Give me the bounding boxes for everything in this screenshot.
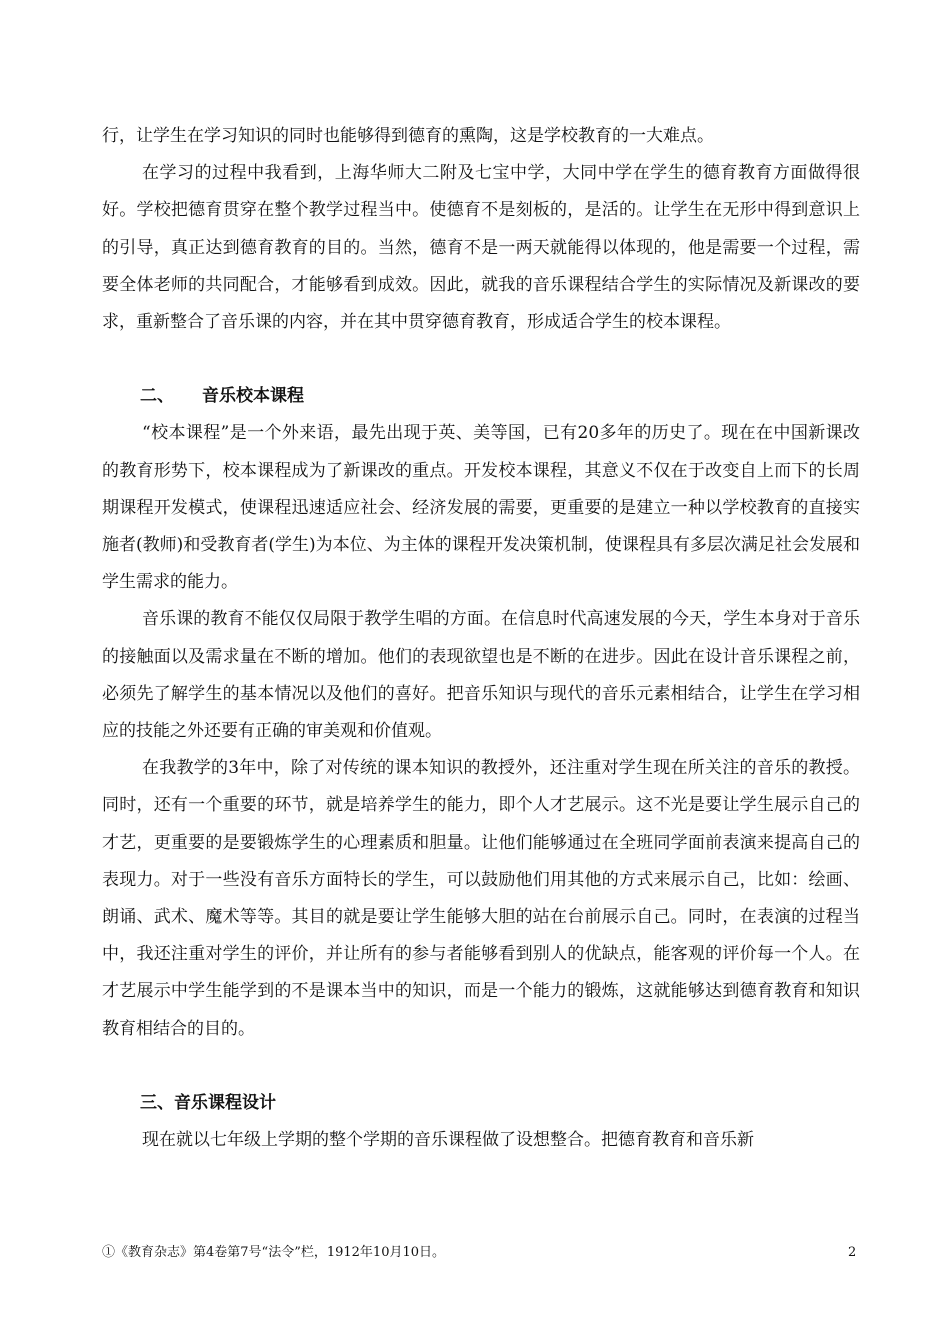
paragraph-moral-education: 在学习的过程中我看到，上海华师大二附及七宝中学，大同中学在学生的德育教育方面做得很好。学校把德育贯穿在整个教学过程当中。使德育不是刻板的，是活的。让学生在无形中得到意识上的引导，真正达到德育教育的目的。当然，德育不是一两天就能得以体现的，他是需要一个过程，需要全体老师的共同配合，才能够看到成效。因此，就我的音乐课程结合学生的实际情况及新课改的要求，重新整合了音乐课的内容，并在其中贯穿德育教育，形成适合学生的校本课程。 (102, 163, 860, 333)
footnote: ①《教育杂志》第4卷第7号“法令”栏，1912年10月10日。 (102, 1245, 446, 1260)
paragraph-school-curriculum: “校本课程”是一个外来语，最先出现于英、美等国，已有20多年的历史了。现在在中国新课改的教育形势下，校本课程成为了新课改的重点。开发校本课程，其意义不仅在于改变自上而下的长周期课程开发模式，使课程迅速适应社会、经济发展的需要，更重要的是建立一种以学校教育的直接实施者(教师)和受教育者(学生)为本位、为主体的课程开发决策机制，使课程具有多层次满足社会发展和学生需求的能力。 (102, 423, 860, 593)
page-number: 2 (848, 1245, 857, 1260)
section-title: 音乐校本课程 (202, 386, 304, 407)
section-heading-3: 三、音乐课程设计 (140, 1092, 276, 1113)
paragraph-continuation: 行，让学生在学习知识的同时也能够得到德育的熏陶，这是学校教育的一大难点。 (102, 126, 714, 146)
paragraph-course-design: 现在就以七年级上学期的整个学期的音乐课程做了设想整合。把德育教育和音乐新 (142, 1130, 754, 1151)
section-number: 二、 (140, 386, 174, 407)
body-text (102, 118, 860, 1159)
paragraph-music-education: 音乐课的教育不能仅仅局限于教学生唱的方面。在信息时代高速发展的今天，学生本身对于音乐的接触面以及需求量在不断的增加。他们的表现欲望也是不断的在进步。因此在设计音乐课程之前，必须先了解学生的基本情况以及他们的喜好。把音乐知识与现代的音乐元素相结合，让学生在学习相应的技能之外还要有正确的审美观和价值观。 (102, 609, 860, 742)
paragraph-teaching-experience: 在我教学的3年中，除了对传统的课本知识的教授外，还注重对学生现在所关注的音乐的教授。同时，还有一个重要的环节，就是培养学生的能力，即个人才艺展示。这不光是要让学生展示自己的才艺，更重要的是要锻炼学生的心理素质和胆量。让他们能够通过在全班同学面前表演来提高自己的表现力。对于一些没有音乐方面特长的学生，可以鼓励他们用其他的方式来展示自己，比如：绘画、朗诵、武术、魔术等等。其目的就是要让学生能够大胆的站在台前展示自己。同时，在表演的过程当中，我还注重对学生的评价，并让所有的参与者能够看到别人的优缺点，能客观的评价每一个人。在才艺展示中学生能学到的不是课本当中的知识，而是一个能力的锻炼，这就能够达到德育教育和知识教育相结合的目的。 (102, 758, 860, 1039)
section-heading-2 (102, 378, 860, 415)
